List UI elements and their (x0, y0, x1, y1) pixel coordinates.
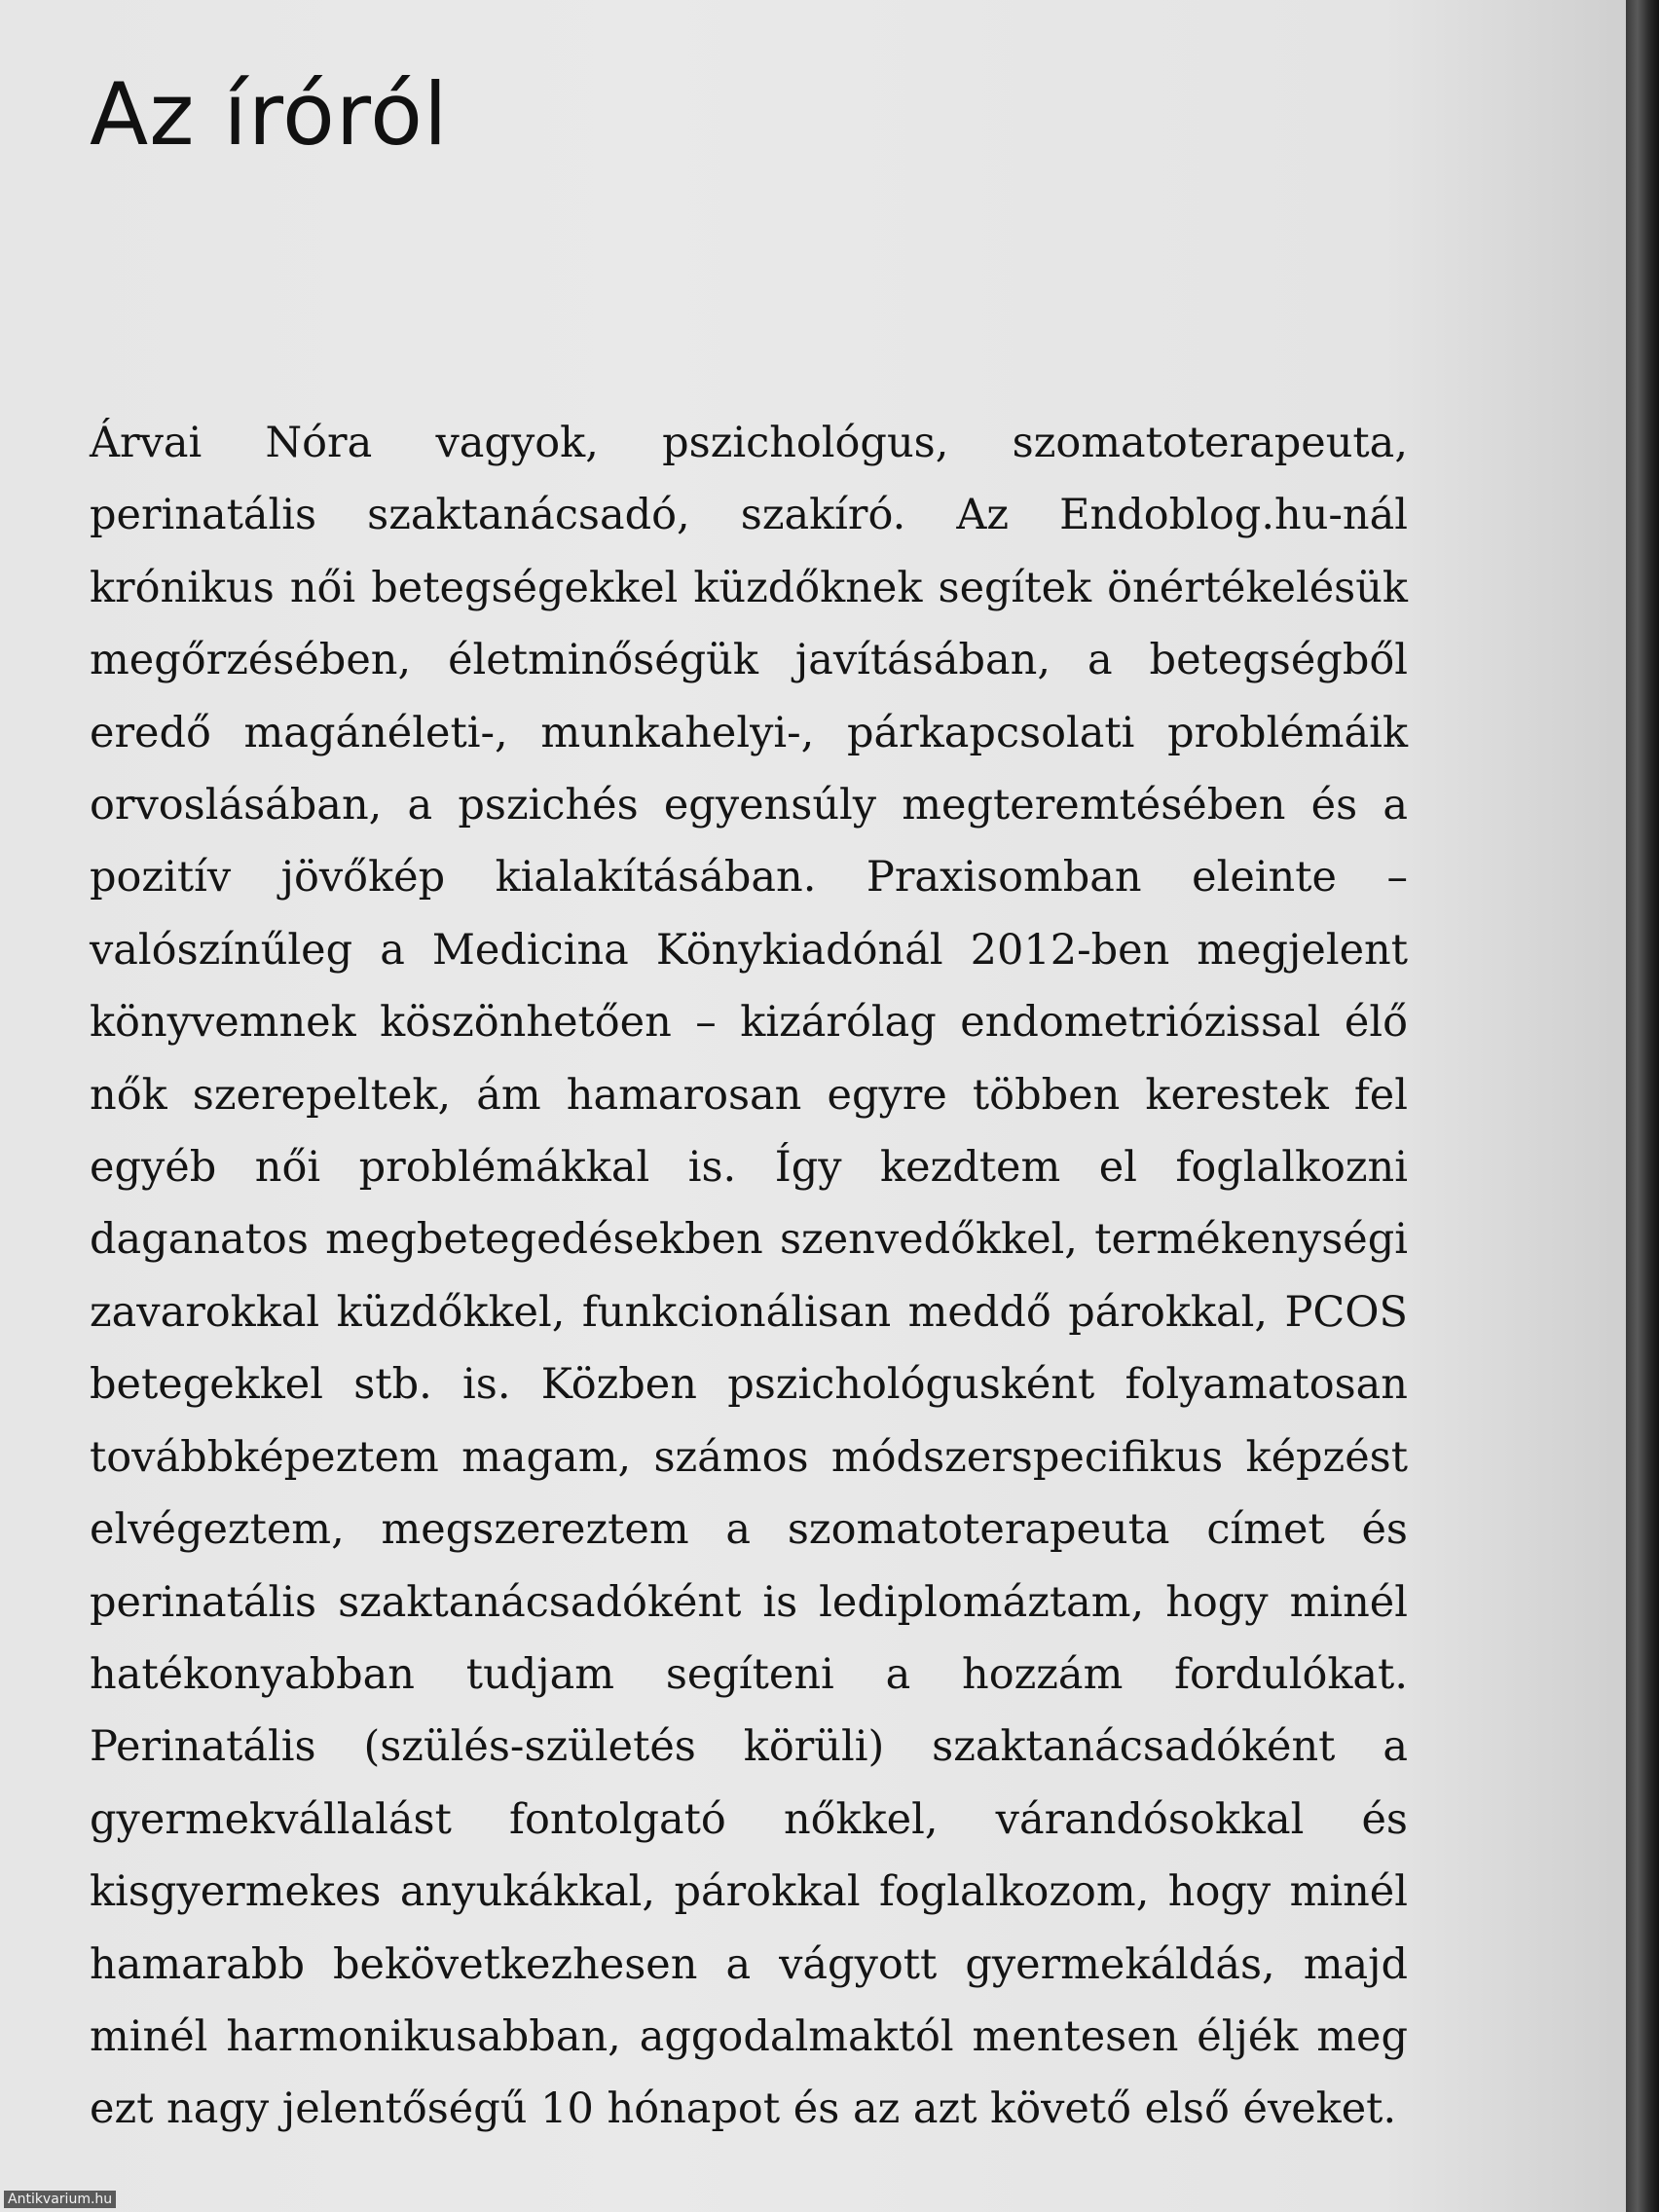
watermark: Antikvarium.hu (4, 2191, 116, 2208)
page-edge-shadow (1626, 0, 1659, 2212)
body-paragraph: Árvai Nóra vagyok, pszichológus, szomatoterapeuta, perinatális szaktanácsadó, szakíró. Az Endoblog.hu-nál krónikus női betegségekkel küzdőknek segítek önértékelésük megőrzésében, életminőségük javításában, a betegségből eredő magánéleti-, munkahelyi-, párkapcsolati problémáik orvoslásában, a pszichés egyensúly megteremtésében és a pozitív jövőkép kialakításában. Praxisomban eleinte – valószínűleg a Medicina Könykiadónál 2012-ben megjelent könyvemnek köszönhetően – kizárólag endometriózissal élő nők szerepeltek, ám hamarosan egyre többen kerestek fel egyéb női problémákkal is. Így kezdtem el foglalkozni daganatos megbetegedésekben szenvedőkkel, termékenységi zavarokkal küzdőkkel, funkcionálisan meddő párokkal, PCOS betegekkel stb. is. Közben pszichológusként folyamatosan továbbképeztem magam, számos módszerspecifikus képzést elvégeztem, megszereztem a szomatoterapeuta címet és perinatális szaktanácsadóként is lediplomáztam, hogy minél hatékonyabban tudjam segíteni a hozzám fordulókat. Perinatális (szülés-születés körüli) szaktanácsadóként a gyermekvállalást fontolgató nőkkel, várandósokkal és kisgyermekes anyukákkal, párokkal foglalkozom, hogy minél hamarabb bekövetkezhesen a vágyott gyermekáldás, majd minél harmonikusabban, aggodalmaktól mentesen éljék meg ezt nagy jelentőségű 10 hónapot és az azt követő első éveket. (90, 419, 1408, 2134)
page-title: Az íróról (90, 64, 449, 165)
